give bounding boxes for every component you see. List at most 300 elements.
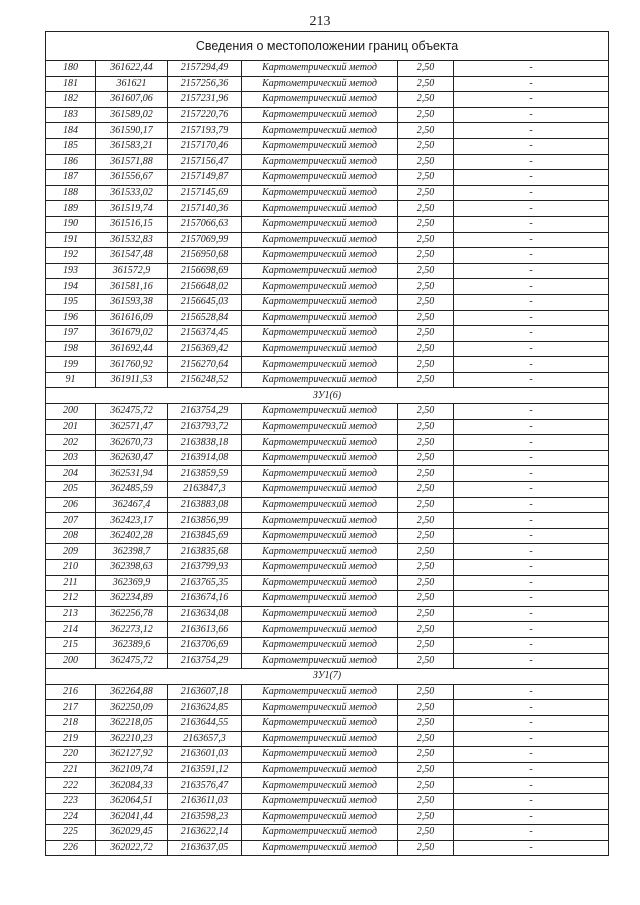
coordinate-y-cell: 2163754,29 — [168, 404, 242, 420]
coordinate-y-cell: 2157140,36 — [168, 201, 242, 217]
coordinate-x-cell: 362256,78 — [96, 606, 168, 622]
method-cell: Картометрический метод — [242, 138, 398, 154]
point-number-cell: 222 — [46, 778, 96, 794]
coordinate-y-cell: 2157231,96 — [168, 92, 242, 108]
description-cell: - — [454, 778, 609, 794]
point-number-cell: 185 — [46, 138, 96, 154]
method-cell: Картометрический метод — [242, 575, 398, 591]
coordinate-x-cell: 362423,17 — [96, 513, 168, 529]
coordinate-y-cell: 2163607,18 — [168, 684, 242, 700]
method-cell: Картометрический метод — [242, 185, 398, 201]
point-number-cell: 184 — [46, 123, 96, 139]
method-cell: Картометрический метод — [242, 653, 398, 669]
table-row — [46, 419, 609, 435]
coordinate-x-cell: 362109,74 — [96, 762, 168, 778]
coordinate-y-cell: 2157220,76 — [168, 107, 242, 123]
coordinate-x-cell: 361621 — [96, 76, 168, 92]
point-number-cell: 211 — [46, 575, 96, 591]
method-cell: Картометрический метод — [242, 279, 398, 295]
coordinate-x-cell: 361590,17 — [96, 123, 168, 139]
table-row — [46, 575, 609, 591]
table-row — [46, 606, 609, 622]
accuracy-cell: 2,50 — [398, 622, 454, 638]
table-row — [46, 622, 609, 638]
description-cell: - — [454, 809, 609, 825]
section-label: ЗУ1(7) — [46, 669, 609, 685]
coordinate-x-cell: 362084,33 — [96, 778, 168, 794]
accuracy-cell: 2,50 — [398, 357, 454, 373]
table-row — [46, 513, 609, 529]
point-number-cell: 213 — [46, 606, 96, 622]
coordinate-x-cell: 362475,72 — [96, 653, 168, 669]
method-cell: Картометрический метод — [242, 294, 398, 310]
method-cell: Картометрический метод — [242, 762, 398, 778]
description-cell: - — [454, 76, 609, 92]
coordinate-y-cell: 2163856,99 — [168, 513, 242, 529]
coordinate-y-cell: 2163838,18 — [168, 435, 242, 451]
table-title: Сведения о местоположении границ объекта — [46, 32, 609, 61]
description-cell: - — [454, 435, 609, 451]
point-number-cell: 203 — [46, 450, 96, 466]
method-cell: Картометрический метод — [242, 357, 398, 373]
accuracy-cell: 2,50 — [398, 138, 454, 154]
accuracy-cell: 2,50 — [398, 263, 454, 279]
table-row — [46, 341, 609, 357]
accuracy-cell: 2,50 — [398, 372, 454, 388]
coordinate-y-cell: 2163644,55 — [168, 715, 242, 731]
description-cell: - — [454, 357, 609, 373]
description-cell: - — [454, 107, 609, 123]
accuracy-cell: 2,50 — [398, 684, 454, 700]
coordinate-y-cell: 2163754,29 — [168, 653, 242, 669]
coordinate-y-cell: 2163611,03 — [168, 793, 242, 809]
accuracy-cell: 2,50 — [398, 591, 454, 607]
point-number-cell: 188 — [46, 185, 96, 201]
method-cell: Картометрический метод — [242, 715, 398, 731]
method-cell: Картометрический метод — [242, 216, 398, 232]
coordinate-y-cell: 2157170,46 — [168, 138, 242, 154]
table-row — [46, 154, 609, 170]
method-cell: Картометрический метод — [242, 840, 398, 856]
table-row — [46, 216, 609, 232]
method-cell: Картометрический метод — [242, 544, 398, 560]
table-row — [46, 825, 609, 841]
accuracy-cell: 2,50 — [398, 326, 454, 342]
accuracy-cell: 2,50 — [398, 544, 454, 560]
point-number-cell: 189 — [46, 201, 96, 217]
coordinate-x-cell: 362127,92 — [96, 747, 168, 763]
table-row — [46, 840, 609, 856]
table-row — [46, 248, 609, 264]
point-number-cell: 225 — [46, 825, 96, 841]
coordinate-x-cell: 362475,72 — [96, 404, 168, 420]
section-row — [46, 669, 609, 685]
section-label: ЗУ1(6) — [46, 388, 609, 404]
coordinate-x-cell: 361679,02 — [96, 326, 168, 342]
description-cell: - — [454, 684, 609, 700]
description-cell: - — [454, 606, 609, 622]
point-number-cell: 194 — [46, 279, 96, 295]
coordinate-x-cell: 362264,88 — [96, 684, 168, 700]
point-number-cell: 182 — [46, 92, 96, 108]
coordinate-y-cell: 2163799,93 — [168, 560, 242, 576]
description-cell: - — [454, 419, 609, 435]
accuracy-cell: 2,50 — [398, 466, 454, 482]
description-cell: - — [454, 637, 609, 653]
method-cell: Картометрический метод — [242, 201, 398, 217]
coordinate-y-cell: 2157149,87 — [168, 170, 242, 186]
method-cell: Картометрический метод — [242, 107, 398, 123]
coordinate-x-cell: 362630,47 — [96, 450, 168, 466]
table-row — [46, 123, 609, 139]
table-row — [46, 357, 609, 373]
point-number-cell: 218 — [46, 715, 96, 731]
table-row — [46, 809, 609, 825]
description-cell: - — [454, 279, 609, 295]
description-cell: - — [454, 138, 609, 154]
coordinate-x-cell: 361583,21 — [96, 138, 168, 154]
description-cell: - — [454, 653, 609, 669]
accuracy-cell: 2,50 — [398, 497, 454, 513]
coordinate-x-cell: 362402,28 — [96, 528, 168, 544]
point-number-cell: 207 — [46, 513, 96, 529]
method-cell: Картометрический метод — [242, 232, 398, 248]
method-cell: Картометрический метод — [242, 466, 398, 482]
point-number-cell: 204 — [46, 466, 96, 482]
coordinate-x-cell: 361589,02 — [96, 107, 168, 123]
point-number-cell: 208 — [46, 528, 96, 544]
coordinate-x-cell: 362571,47 — [96, 419, 168, 435]
coordinate-y-cell: 2163883,08 — [168, 497, 242, 513]
description-cell: - — [454, 700, 609, 716]
coordinate-y-cell: 2163706,69 — [168, 637, 242, 653]
coordinate-x-cell: 361622,44 — [96, 61, 168, 77]
coordinate-x-cell: 362467,4 — [96, 497, 168, 513]
description-cell: - — [454, 310, 609, 326]
method-cell: Картометрический метод — [242, 310, 398, 326]
coordinate-y-cell: 2163657,3 — [168, 731, 242, 747]
accuracy-cell: 2,50 — [398, 279, 454, 295]
boundary-points-table — [45, 31, 609, 856]
coordinate-x-cell: 362210,23 — [96, 731, 168, 747]
table-row — [46, 747, 609, 763]
coordinate-y-cell: 2163576,47 — [168, 778, 242, 794]
method-cell: Картометрический метод — [242, 341, 398, 357]
coordinate-y-cell: 2157156,47 — [168, 154, 242, 170]
point-number-cell: 187 — [46, 170, 96, 186]
coordinate-x-cell: 362389,6 — [96, 637, 168, 653]
coordinate-x-cell: 361547,48 — [96, 248, 168, 264]
accuracy-cell: 2,50 — [398, 310, 454, 326]
description-cell: - — [454, 560, 609, 576]
coordinate-y-cell: 2163847,3 — [168, 482, 242, 498]
accuracy-cell: 2,50 — [398, 185, 454, 201]
coordinate-y-cell: 2157145,69 — [168, 185, 242, 201]
description-cell: - — [454, 747, 609, 763]
table-row — [46, 482, 609, 498]
table-row — [46, 61, 609, 77]
method-cell: Картометрический метод — [242, 591, 398, 607]
point-number-cell: 186 — [46, 154, 96, 170]
point-number-cell: 202 — [46, 435, 96, 451]
description-cell: - — [454, 201, 609, 217]
coordinate-x-cell: 361533,02 — [96, 185, 168, 201]
description-cell: - — [454, 185, 609, 201]
coordinate-y-cell: 2157294,49 — [168, 61, 242, 77]
coordinate-x-cell: 362531,94 — [96, 466, 168, 482]
description-cell: - — [454, 232, 609, 248]
accuracy-cell: 2,50 — [398, 715, 454, 731]
coordinate-x-cell: 362369,9 — [96, 575, 168, 591]
coordinate-x-cell: 361593,38 — [96, 294, 168, 310]
method-cell: Картометрический метод — [242, 123, 398, 139]
method-cell: Картометрический метод — [242, 61, 398, 77]
description-cell: - — [454, 248, 609, 264]
accuracy-cell: 2,50 — [398, 419, 454, 435]
point-number-cell: 200 — [46, 653, 96, 669]
coordinate-y-cell: 2156248,52 — [168, 372, 242, 388]
point-number-cell: 196 — [46, 310, 96, 326]
description-cell: - — [454, 450, 609, 466]
coordinate-y-cell: 2163622,14 — [168, 825, 242, 841]
table-row — [46, 170, 609, 186]
accuracy-cell: 2,50 — [398, 216, 454, 232]
accuracy-cell: 2,50 — [398, 653, 454, 669]
point-number-cell: 217 — [46, 700, 96, 716]
description-cell: - — [454, 715, 609, 731]
table-row — [46, 715, 609, 731]
point-number-cell: 198 — [46, 341, 96, 357]
coordinate-x-cell: 361581,16 — [96, 279, 168, 295]
accuracy-cell: 2,50 — [398, 248, 454, 264]
description-cell: - — [454, 731, 609, 747]
coordinate-y-cell: 2163613,66 — [168, 622, 242, 638]
table-row — [46, 294, 609, 310]
point-number-cell: 192 — [46, 248, 96, 264]
coordinate-y-cell: 2163835,68 — [168, 544, 242, 560]
accuracy-cell: 2,50 — [398, 747, 454, 763]
method-cell: Картометрический метод — [242, 419, 398, 435]
point-number-cell: 223 — [46, 793, 96, 809]
point-number-cell: 200 — [46, 404, 96, 420]
point-number-cell: 180 — [46, 61, 96, 77]
description-cell: - — [454, 294, 609, 310]
coordinate-x-cell: 361519,74 — [96, 201, 168, 217]
method-cell: Картометрический метод — [242, 793, 398, 809]
method-cell: Картометрический метод — [242, 263, 398, 279]
coordinate-y-cell: 2163765,35 — [168, 575, 242, 591]
method-cell: Картометрический метод — [242, 92, 398, 108]
table-row — [46, 528, 609, 544]
description-cell: - — [454, 466, 609, 482]
description-cell: - — [454, 825, 609, 841]
accuracy-cell: 2,50 — [398, 435, 454, 451]
coordinate-y-cell: 2163598,23 — [168, 809, 242, 825]
coordinate-y-cell: 2156698,69 — [168, 263, 242, 279]
point-number-cell: 209 — [46, 544, 96, 560]
point-number-cell: 195 — [46, 294, 96, 310]
table-row — [46, 466, 609, 482]
point-number-cell: 210 — [46, 560, 96, 576]
method-cell: Картометрический метод — [242, 76, 398, 92]
table-row — [46, 232, 609, 248]
point-number-cell: 220 — [46, 747, 96, 763]
method-cell: Картометрический метод — [242, 622, 398, 638]
coordinate-x-cell: 362022,72 — [96, 840, 168, 856]
coordinate-y-cell: 2157069,99 — [168, 232, 242, 248]
coordinate-x-cell: 362485,59 — [96, 482, 168, 498]
coordinate-x-cell: 362398,7 — [96, 544, 168, 560]
point-number-cell: 214 — [46, 622, 96, 638]
coordinate-x-cell: 362398,63 — [96, 560, 168, 576]
description-cell: - — [454, 154, 609, 170]
accuracy-cell: 2,50 — [398, 560, 454, 576]
coordinate-x-cell: 362273,12 — [96, 622, 168, 638]
coordinate-x-cell: 361571,88 — [96, 154, 168, 170]
point-number-cell: 191 — [46, 232, 96, 248]
method-cell: Картометрический метод — [242, 482, 398, 498]
point-number-cell: 205 — [46, 482, 96, 498]
coordinate-y-cell: 2156374,45 — [168, 326, 242, 342]
coordinate-y-cell: 2156950,68 — [168, 248, 242, 264]
table-row — [46, 138, 609, 154]
description-cell: - — [454, 840, 609, 856]
table-row — [46, 684, 609, 700]
coordinate-y-cell: 2163674,16 — [168, 591, 242, 607]
table-row — [46, 637, 609, 653]
description-cell: - — [454, 513, 609, 529]
point-number-cell: 183 — [46, 107, 96, 123]
method-cell: Картометрический метод — [242, 372, 398, 388]
coordinate-y-cell: 2163845,69 — [168, 528, 242, 544]
table-row — [46, 372, 609, 388]
accuracy-cell: 2,50 — [398, 123, 454, 139]
accuracy-cell: 2,50 — [398, 294, 454, 310]
accuracy-cell: 2,50 — [398, 92, 454, 108]
description-cell: - — [454, 482, 609, 498]
description-cell: - — [454, 497, 609, 513]
method-cell: Картометрический метод — [242, 248, 398, 264]
coordinate-y-cell: 2157256,36 — [168, 76, 242, 92]
coordinate-x-cell: 362234,89 — [96, 591, 168, 607]
method-cell: Картометрический метод — [242, 731, 398, 747]
coordinate-y-cell: 2163637,05 — [168, 840, 242, 856]
method-cell: Картометрический метод — [242, 684, 398, 700]
coordinate-x-cell: 362029,45 — [96, 825, 168, 841]
accuracy-cell: 2,50 — [398, 825, 454, 841]
section-row — [46, 388, 609, 404]
accuracy-cell: 2,50 — [398, 778, 454, 794]
description-cell: - — [454, 591, 609, 607]
table-title-row — [46, 32, 609, 61]
description-cell: - — [454, 622, 609, 638]
point-number-cell: 206 — [46, 497, 96, 513]
coordinate-x-cell: 361911,53 — [96, 372, 168, 388]
table-row — [46, 185, 609, 201]
description-cell: - — [454, 216, 609, 232]
point-number-cell: 91 — [46, 372, 96, 388]
point-number-cell: 215 — [46, 637, 96, 653]
coordinate-y-cell: 2156645,03 — [168, 294, 242, 310]
accuracy-cell: 2,50 — [398, 450, 454, 466]
table-row — [46, 544, 609, 560]
accuracy-cell: 2,50 — [398, 154, 454, 170]
description-cell: - — [454, 341, 609, 357]
accuracy-cell: 2,50 — [398, 482, 454, 498]
coordinate-y-cell: 2163591,12 — [168, 762, 242, 778]
description-cell: - — [454, 793, 609, 809]
point-number-cell: 181 — [46, 76, 96, 92]
table-row — [46, 435, 609, 451]
coordinate-x-cell: 361760,92 — [96, 357, 168, 373]
accuracy-cell: 2,50 — [398, 575, 454, 591]
coordinate-y-cell: 2156528,84 — [168, 310, 242, 326]
description-cell: - — [454, 372, 609, 388]
point-number-cell: 224 — [46, 809, 96, 825]
table-row — [46, 92, 609, 108]
coordinate-x-cell: 361692,44 — [96, 341, 168, 357]
accuracy-cell: 2,50 — [398, 606, 454, 622]
table-row — [46, 404, 609, 420]
accuracy-cell: 2,50 — [398, 170, 454, 186]
description-cell: - — [454, 123, 609, 139]
method-cell: Картометрический метод — [242, 809, 398, 825]
coordinate-x-cell: 362041,44 — [96, 809, 168, 825]
coordinate-y-cell: 2163914,08 — [168, 450, 242, 466]
description-cell: - — [454, 263, 609, 279]
description-cell: - — [454, 544, 609, 560]
coordinate-y-cell: 2157066,63 — [168, 216, 242, 232]
table-row — [46, 731, 609, 747]
method-cell: Картометрический метод — [242, 528, 398, 544]
accuracy-cell: 2,50 — [398, 700, 454, 716]
method-cell: Картометрический метод — [242, 450, 398, 466]
method-cell: Картометрический метод — [242, 404, 398, 420]
description-cell: - — [454, 326, 609, 342]
table-row — [46, 326, 609, 342]
method-cell: Картометрический метод — [242, 637, 398, 653]
description-cell: - — [454, 170, 609, 186]
accuracy-cell: 2,50 — [398, 528, 454, 544]
coordinate-x-cell: 361532,83 — [96, 232, 168, 248]
method-cell: Картометрический метод — [242, 435, 398, 451]
point-number-cell: 216 — [46, 684, 96, 700]
coordinate-x-cell: 362218,05 — [96, 715, 168, 731]
coordinate-y-cell: 2163601,03 — [168, 747, 242, 763]
point-number-cell: 212 — [46, 591, 96, 607]
accuracy-cell: 2,50 — [398, 762, 454, 778]
coordinate-x-cell: 361556,67 — [96, 170, 168, 186]
accuracy-cell: 2,50 — [398, 840, 454, 856]
coordinate-y-cell: 2163624,85 — [168, 700, 242, 716]
description-cell: - — [454, 61, 609, 77]
description-cell: - — [454, 92, 609, 108]
coordinate-y-cell: 2163793,72 — [168, 419, 242, 435]
accuracy-cell: 2,50 — [398, 61, 454, 77]
table-row — [46, 653, 609, 669]
point-number-cell: 226 — [46, 840, 96, 856]
table-row — [46, 279, 609, 295]
table-row — [46, 793, 609, 809]
table-row — [46, 310, 609, 326]
coordinate-x-cell: 361607,06 — [96, 92, 168, 108]
method-cell: Картометрический метод — [242, 497, 398, 513]
accuracy-cell: 2,50 — [398, 513, 454, 529]
table-row — [46, 450, 609, 466]
table-row — [46, 778, 609, 794]
coordinate-y-cell: 2156369,42 — [168, 341, 242, 357]
accuracy-cell: 2,50 — [398, 637, 454, 653]
